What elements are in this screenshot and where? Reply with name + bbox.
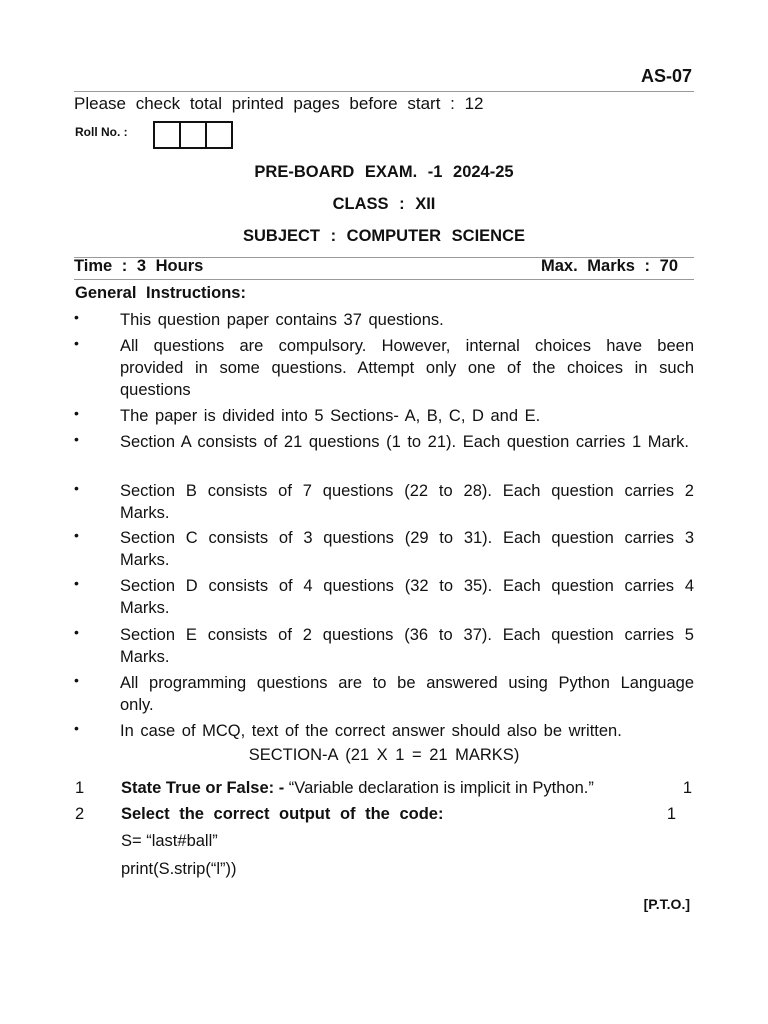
instruction-text: Section D consists of 4 questions (32 to 35). Each question carries 4 Marks. (120, 577, 694, 617)
instruction-text: All questions are compulsory. However, internal choices have been provided in some questions. Attempt only one of the choices in such questions (120, 337, 694, 399)
instruction-item (74, 309, 694, 331)
question-1-prompt: State True or False: - (121, 779, 285, 797)
general-instructions-title: General Instructions: (75, 284, 246, 302)
question-2-prompt: Select the correct output of the code: (121, 805, 444, 823)
roll-number-label: Roll No. : (75, 125, 128, 139)
exam-title: PRE-BOARD EXAM. -1 2024-25 (254, 163, 514, 181)
bullet-icon: • (74, 527, 79, 543)
instruction-item (74, 431, 694, 453)
instruction-item (74, 335, 694, 401)
subject-line: SUBJECT : COMPUTER SCIENCE (242, 227, 526, 245)
instruction-item (74, 720, 694, 742)
roll-number-box (155, 123, 181, 147)
bullet-icon: • (74, 624, 79, 640)
bullet-icon: • (74, 672, 79, 688)
instruction-text: This question paper contains 37 questions. (120, 311, 444, 329)
please-turn-over: [P.T.O.] (643, 896, 690, 912)
bullet-icon: • (74, 720, 79, 736)
max-marks: Max. Marks : 70 (541, 257, 678, 275)
header-top-divider (74, 91, 694, 92)
instruction-item (74, 672, 694, 716)
roll-number-box (207, 123, 231, 147)
question-number: 1 (75, 779, 85, 797)
time-allowed: Time : 3 Hours (74, 257, 204, 275)
question-1-statement: “Variable declaration is implicit in Python.” (284, 779, 594, 797)
time-row-bottom-divider (74, 279, 694, 280)
question-2-marks: 1 (666, 805, 676, 823)
question-number: 2 (75, 805, 85, 823)
class-line: CLASS : XII (332, 195, 436, 213)
instruction-text: All programming questions are to be answered using Python Language only. (120, 674, 694, 714)
instruction-text: Section A consists of 21 questions (1 to 21). Each question carries 1 Mark. (120, 433, 689, 451)
pages-check-note: Please check total printed pages before start : 12 (74, 94, 484, 113)
bullet-icon: • (74, 575, 79, 591)
bullet-icon: • (74, 431, 79, 447)
instruction-item (74, 480, 694, 524)
instruction-item (74, 624, 694, 668)
code-line: S= “last#ball” (121, 832, 218, 850)
question-1-text (121, 779, 594, 798)
roll-number-boxes (153, 121, 233, 149)
instruction-text: Section E consists of 2 questions (36 to 37). Each question carries 5 Marks. (120, 626, 694, 666)
instruction-item (74, 575, 694, 619)
bullet-icon: • (74, 405, 79, 421)
section-a-heading: SECTION-A (21 X 1 = 21 MARKS) (248, 746, 520, 764)
instruction-text: The paper is divided into 5 Sections- A, B, C, D and E. (120, 407, 541, 425)
code-line: print(S.strip(“l”)) (121, 860, 237, 878)
instruction-text: Section C consists of 3 questions (29 to 31). Each question carries 3 Marks. (120, 529, 694, 569)
question-1-marks: 1 (682, 779, 692, 797)
instruction-text: In case of MCQ, text of the correct answer should also be written. (120, 722, 622, 740)
instruction-text: Section B consists of 7 questions (22 to 28). Each question carries 2 Marks. (120, 482, 694, 522)
instruction-item (74, 405, 694, 427)
roll-number-box (181, 123, 207, 147)
bullet-icon: • (74, 335, 79, 351)
bullet-icon: • (74, 480, 79, 496)
instruction-item (74, 527, 694, 571)
bullet-icon: • (74, 309, 79, 325)
paper-code: AS-07 (640, 66, 692, 86)
